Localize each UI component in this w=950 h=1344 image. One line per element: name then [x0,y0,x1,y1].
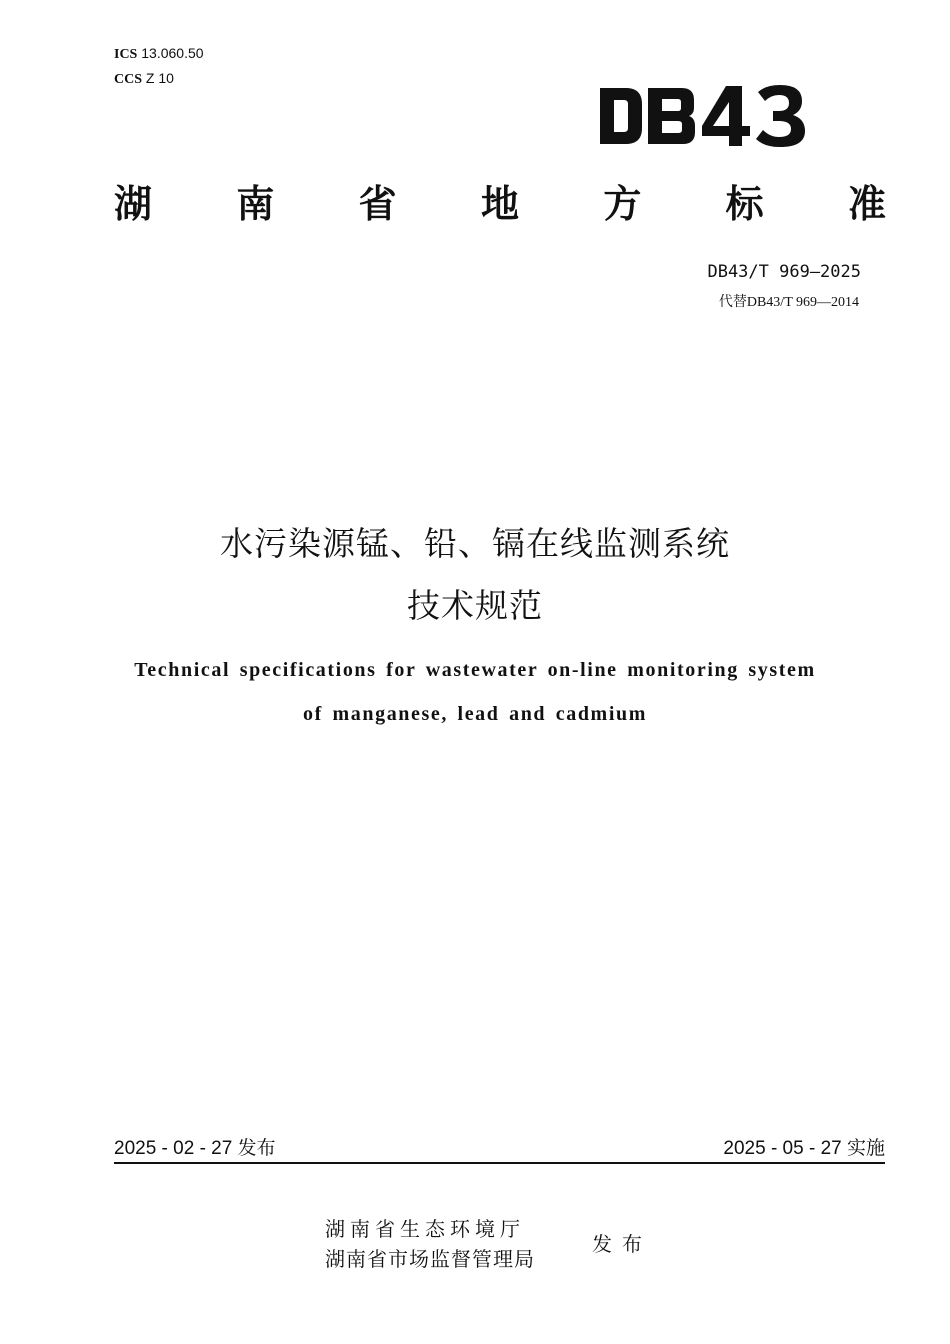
category-title-char: 南 [236,182,275,226]
category-title-char: 湖 [114,182,153,226]
ics-code [114,45,204,63]
ics-label: ICS [114,47,138,62]
logo-digit-4 [702,86,750,146]
logo-digit-3 [756,85,805,147]
issuer-environment-department: 湖南省生态环境厅 [325,1217,525,1241]
horizontal-rule [114,1162,885,1164]
category-title-char: 省 [358,182,397,226]
issuer-market-regulation-bureau: 湖南省市场监督管理局 [325,1247,535,1271]
chinese-title-line-1: 水污染源锰、铅、镉在线监测系统 [220,524,730,563]
category-title-char: 准 [847,182,886,226]
issue-action: 发布 [592,1232,652,1256]
english-title-line-1: Technical specifications for wastewater on-line monitoring system [134,659,816,681]
chinese-title-line-2: 技术规范 [407,586,543,625]
ccs-label: CCS [114,72,143,87]
logo-letter-d [600,88,642,144]
category-title-char: 标 [725,182,764,226]
category-title-char: 方 [603,182,642,226]
category-title-char: 地 [480,182,519,226]
standard-number: DB43/T 969—2025 [707,262,861,282]
ccs-value: Z 10 [145,70,174,86]
issue-date: 2025 - 02 - 27 发布 [114,1138,276,1159]
effective-date: 2025 - 05 - 27 实施 [723,1138,885,1159]
standard-category-title [114,178,886,230]
logo-letter-b [648,88,695,144]
db43-logo [598,82,810,150]
ccs-code [114,70,174,88]
english-title-line-2: of manganese, lead and cadmium [303,703,647,725]
ics-value: 13.060.50 [141,45,204,61]
replaced-standard-number: 代替DB43/T 969—2014 [718,295,859,310]
